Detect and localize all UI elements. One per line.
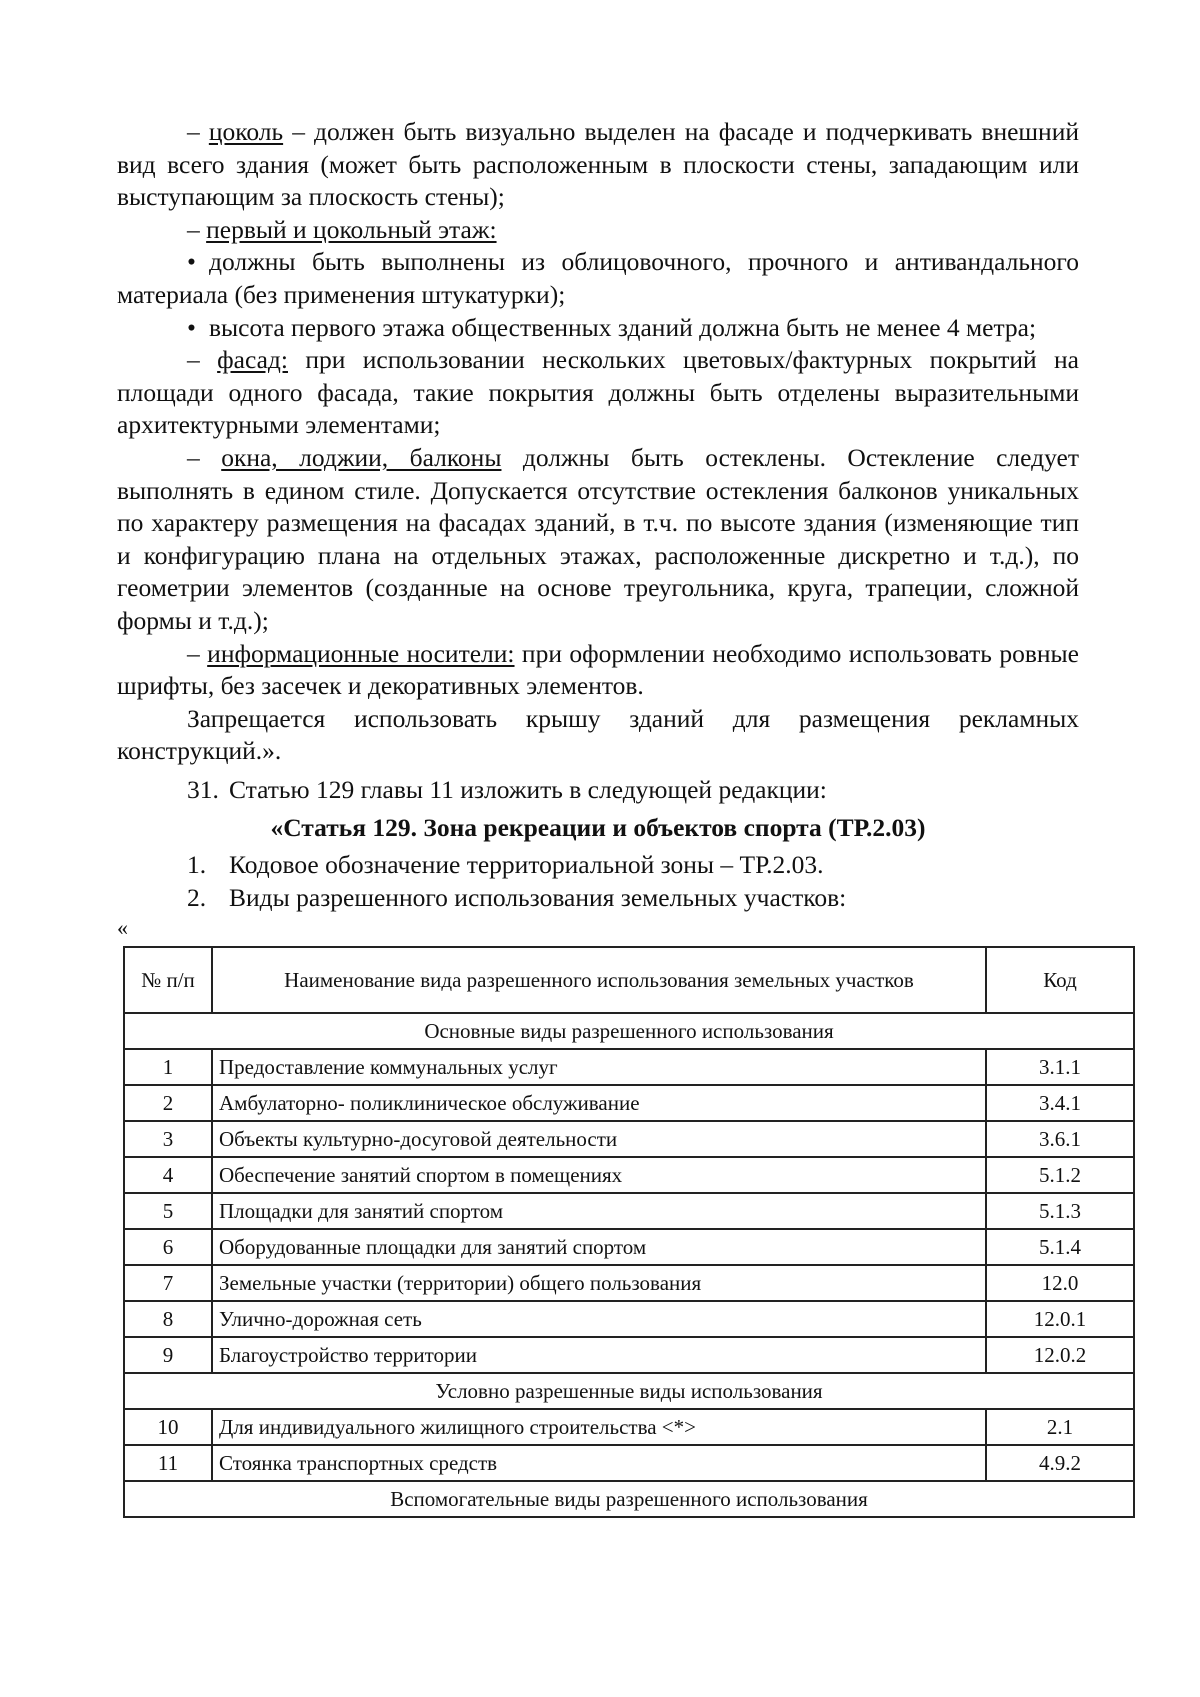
table-row xyxy=(124,1049,1134,1085)
cell-number: 9 xyxy=(124,1337,212,1373)
item-text: Статью 129 главы 11 изложить в следующей редакции: xyxy=(229,774,827,804)
dash: – xyxy=(187,345,218,375)
cell-code: 3.1.1 xyxy=(986,1049,1134,1085)
cell-number: 4 xyxy=(124,1157,212,1193)
cell-name: Улично-дорожная сеть xyxy=(212,1301,986,1337)
article-title: «Статья 129. Зона рекреации и объектов спорта (ТР.2.03) xyxy=(270,813,926,843)
cell-number: 11 xyxy=(124,1445,212,1481)
dash: – xyxy=(187,117,209,146)
cell-code: 5.1.2 xyxy=(986,1157,1134,1193)
term-info-carriers: информационные носители: xyxy=(207,638,515,668)
paragraph-text: при оформлении необходимо использовать ровные шрифты, без засечек и декоративных элементов. xyxy=(117,638,1079,701)
land-use-table xyxy=(123,946,1135,1518)
paragraph-roof-ban: Запрещается использовать крышу зданий для размещения рекламных конструкций.». xyxy=(117,703,1079,766)
document-page xyxy=(117,116,1087,1518)
section-row-main xyxy=(124,1013,1134,1049)
header-number: № п/п xyxy=(124,947,212,1013)
dash: – xyxy=(187,214,207,244)
paragraph-windows xyxy=(117,442,1079,638)
cell-name: Обеспечение занятий спортом в помещениях xyxy=(212,1157,986,1193)
cell-code: 4.9.2 xyxy=(986,1445,1134,1481)
cell-code: 5.1.4 xyxy=(986,1229,1134,1265)
bullet-item-material xyxy=(117,246,1079,311)
cell-name: Амбулаторно- поликлиническое обслуживание xyxy=(212,1085,986,1121)
section-title: Вспомогательные виды разрешенного использования xyxy=(124,1481,1134,1517)
cell-number: 10 xyxy=(124,1409,212,1445)
cell-name: Площадки для занятий спортом xyxy=(212,1193,986,1229)
item-text: Кодовое обозначение территориальной зоны – ТР.2.03. xyxy=(229,850,824,880)
bullet-item-height xyxy=(117,312,1079,345)
cell-code: 3.6.1 xyxy=(986,1121,1134,1157)
cell-name: Объекты культурно-досуговой деятельности xyxy=(212,1121,986,1157)
paragraph-plinth xyxy=(117,116,1079,214)
section-title: Основные виды разрешенного использования xyxy=(124,1013,1134,1049)
term-first-floor: первый и цокольный этаж: xyxy=(206,214,497,244)
header-name: Наименование вида разрешенного использования земельных участков xyxy=(212,947,986,1013)
cell-number: 2 xyxy=(124,1085,212,1121)
bullet-icon: • xyxy=(187,312,196,342)
table-row xyxy=(124,1301,1134,1337)
cell-code: 2.1 xyxy=(986,1409,1134,1445)
table-row xyxy=(124,1193,1134,1229)
bullet-icon: • xyxy=(187,247,196,277)
term-plinth: цоколь xyxy=(208,117,284,146)
table-header-row xyxy=(124,947,1134,1013)
cell-code: 12.0 xyxy=(986,1265,1134,1301)
paragraph-facade xyxy=(117,344,1079,442)
table-row xyxy=(124,1265,1134,1301)
cell-name: Предоставление коммунальных услуг xyxy=(212,1049,986,1085)
cell-code: 12.0.1 xyxy=(986,1301,1134,1337)
cell-name: Для индивидуального жилищного строительства <*> xyxy=(212,1409,986,1445)
table-row xyxy=(124,1229,1134,1265)
cell-number: 8 xyxy=(124,1301,212,1337)
term-windows: окна, лоджии, балконы xyxy=(221,442,502,472)
list-item xyxy=(117,849,1079,882)
table-row xyxy=(124,1445,1134,1481)
item-text: Виды разрешенного использования земельных участков: xyxy=(229,882,847,912)
table-row xyxy=(124,1409,1134,1445)
term-facade: фасад: xyxy=(217,345,288,375)
cell-number: 3 xyxy=(124,1121,212,1157)
cell-code: 12.0.2 xyxy=(986,1337,1134,1373)
paragraph-text: должны быть остеклены. Остекление следует выполнять в едином стиле. Допускается отсутствие остекления балконов уникальных по характеру размещения на фасадах зданий, в т.ч. по высоте здания (изменяющие тип и конфигурацию плана на отдельных этажах, расположенные дискретно и т.д.), по геометрии элементов (созданные на основе треугольника, круга, трапеции, сложной формы и т.д.); xyxy=(117,442,1079,635)
item-number: 1. xyxy=(187,850,207,880)
item-31 xyxy=(117,774,1079,807)
table-row xyxy=(124,1121,1134,1157)
cell-code: 3.4.1 xyxy=(986,1085,1134,1121)
cell-name: Земельные участки (территории) общего пользования xyxy=(212,1265,986,1301)
section-title: Условно разрешенные виды использования xyxy=(124,1373,1134,1409)
paragraph-info-carriers xyxy=(117,638,1079,703)
opening-quote: « xyxy=(117,915,128,941)
section-row-conditional xyxy=(124,1373,1134,1409)
dash: – xyxy=(187,442,222,472)
bullet-text: высота первого этажа общественных зданий должна быть не менее 4 метра; xyxy=(209,312,1037,342)
cell-name: Оборудованные площадки для занятий спортом xyxy=(212,1229,986,1265)
paragraph-text: при использовании нескольких цветовых/фактурных покрытий на площади одного фасада, такие покрытия должны быть отделены выразительными архитектурными элементами; xyxy=(117,345,1079,440)
table-row xyxy=(124,1157,1134,1193)
cell-number: 6 xyxy=(124,1229,212,1265)
cell-number: 5 xyxy=(124,1193,212,1229)
bullet-text: должны быть выполнены из облицовочного, прочного и антивандального материала (без применения штукатурки); xyxy=(117,247,1079,309)
table-row xyxy=(124,1337,1134,1373)
cell-code: 5.1.3 xyxy=(986,1193,1134,1229)
list-item xyxy=(117,882,1079,915)
header-code: Код xyxy=(986,947,1134,1013)
paragraph-first-floor xyxy=(117,214,1079,247)
cell-name: Стоянка транспортных средств xyxy=(212,1445,986,1481)
paragraph-text: – должен быть визуально выделен на фасаде и подчеркивать внешний вид всего здания (может быть расположенным в плоскости стены, западающим или выступающим за плоскость стены); xyxy=(117,117,1079,212)
section-row-auxiliary xyxy=(124,1481,1134,1517)
cell-number: 1 xyxy=(124,1049,212,1085)
cell-number: 7 xyxy=(124,1265,212,1301)
item-number: 2. xyxy=(187,882,207,912)
dash: – xyxy=(187,638,208,668)
table-row xyxy=(124,1085,1134,1121)
cell-name: Благоустройство территории xyxy=(212,1337,986,1373)
item-number: 31. xyxy=(187,774,219,804)
